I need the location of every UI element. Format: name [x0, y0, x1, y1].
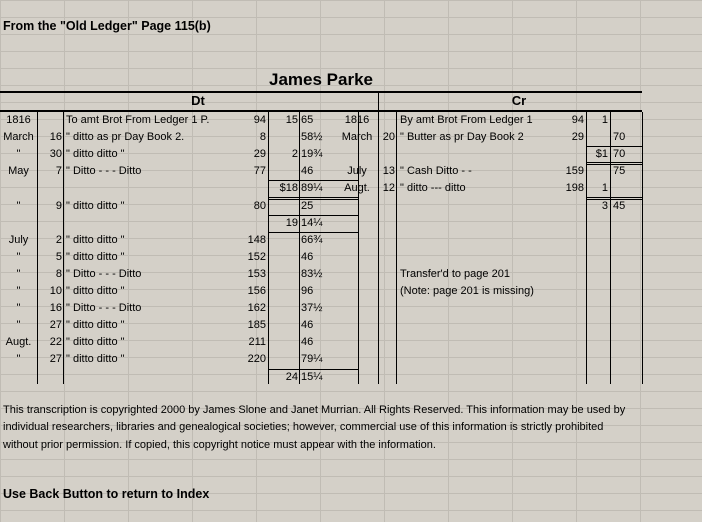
debit-desc-cell: " ditto ditto " [66, 285, 125, 297]
debit-d-cell: 19 [285, 216, 298, 229]
debit-day-cell: 27 [49, 353, 62, 366]
debit-month-cell: Augt. [5, 336, 32, 349]
debit-month-cell: July [8, 233, 29, 246]
debit-page-cell: 156 [247, 285, 266, 297]
credit-subtotal-rule-double-b [586, 164, 642, 165]
debit-day-cell: 7 [55, 165, 62, 178]
source-heading: From the "Old Ledger" Page 115(b) [3, 19, 211, 33]
account-name: James Parke [269, 70, 373, 89]
credit-col-rule-3 [610, 112, 611, 384]
debit-month-cell: May [8, 165, 29, 178]
debit-c-cell: 14¼ [301, 216, 323, 229]
credit-desc-cell: " Cash Ditto - - [400, 165, 472, 178]
credit-d-cell: 3 [601, 199, 608, 212]
credit-month-cell: March [341, 131, 373, 144]
debit-col-rule-4 [358, 112, 359, 384]
credit-page-cell: 94 [571, 114, 584, 126]
debit-month-cell: " [16, 319, 21, 332]
copyright-notice: This transcription is copyrighted 2000 by James Slone and Janet Murrian. All Rights Reserved. This information may be used by individual researchers, libraries and genealogical societies; however, commercial use of this information is strictly prohibited without prior permission. If copied, this copyright notice must appear with the information. [3, 404, 626, 451]
debit-day-cell: 10 [49, 285, 62, 297]
credit-desc-cell: By amt Brot From Ledger 1 [400, 114, 533, 126]
debit-c-cell: 37½ [301, 302, 323, 315]
credit-page-cell: 159 [565, 165, 584, 178]
debit-page-cell: 220 [247, 353, 266, 366]
debit-desc-cell: " ditto ditto " [66, 353, 125, 366]
debit-c-cell: 89¼ [301, 182, 323, 195]
debit-total-rule [268, 369, 358, 370]
credit-c-cell: 70 [613, 148, 626, 161]
debit-day-cell: 2 [55, 233, 62, 246]
debit-header: Dt [191, 93, 205, 108]
credit-page-cell: 29 [571, 131, 584, 144]
credit-day-cell: 12 [382, 182, 395, 195]
credit-col-rule-0 [378, 112, 379, 384]
credit-c-cell: 70 [613, 131, 626, 144]
debit-month-cell: " [16, 267, 21, 280]
header-bottom-border [0, 110, 642, 112]
debit-day-cell: 22 [49, 336, 62, 349]
debit-day-cell: 30 [49, 148, 62, 161]
debit-desc-cell: " Ditto - - - Ditto [66, 165, 142, 178]
debit-subtotal-rule-double-a [268, 197, 358, 198]
credit-col-rule-4 [642, 112, 643, 384]
credit-d-cell: 1 [601, 114, 608, 126]
debit-day-cell: 5 [55, 250, 62, 263]
debit-subtotal-rule [268, 215, 358, 216]
debit-month-cell: 1816 [6, 114, 31, 126]
header-divider [378, 93, 379, 110]
debit-c-cell: 96 [301, 285, 314, 297]
debit-month-cell: " [16, 302, 21, 315]
credit-subtotal-rule-double-a [586, 162, 642, 163]
debit-day-cell: 27 [49, 319, 62, 332]
debit-month-cell: " [16, 148, 21, 161]
credit-c-cell: 45 [613, 199, 626, 212]
credit-page-cell: 198 [565, 182, 584, 195]
debit-page-cell: 94 [253, 114, 266, 126]
back-instruction: Use Back Button to return to Index [3, 487, 210, 501]
debit-desc-cell: " ditto ditto " [66, 250, 125, 263]
debit-c-cell: 66¾ [301, 233, 323, 246]
debit-d-cell: 15 [285, 114, 298, 126]
credit-total-rule-b [586, 199, 642, 200]
debit-subtotal-rule [268, 180, 358, 181]
debit-c-cell: 83½ [301, 267, 323, 280]
debit-c-cell: 15¼ [301, 370, 323, 383]
credit-d-cell: 1 [601, 182, 608, 195]
credit-day-cell: 13 [382, 165, 395, 178]
debit-c-cell: 79¼ [301, 353, 323, 366]
credit-desc-cell: Transfer'd to page 201 [400, 267, 510, 280]
credit-month-cell: Augt. [344, 182, 370, 195]
debit-c-cell: 46 [301, 165, 314, 178]
debit-desc-cell: " ditto ditto " [66, 148, 125, 161]
debit-d-cell: 2 [291, 148, 298, 161]
debit-c-cell: 65 [301, 114, 314, 126]
debit-desc-cell: " ditto ditto " [66, 319, 125, 332]
debit-d-cell: 24 [285, 370, 298, 383]
debit-page-cell: 153 [247, 267, 266, 280]
debit-subtotal-rule [268, 232, 358, 233]
debit-month-cell: March [3, 131, 34, 144]
debit-col-rule-3 [299, 112, 300, 384]
debit-month-cell: " [16, 353, 21, 366]
debit-month-cell: " [16, 199, 21, 212]
debit-col-rule-2 [268, 112, 269, 384]
debit-desc-cell: " Ditto - - - Ditto [66, 267, 142, 280]
table-top-border [0, 91, 642, 93]
debit-page-cell: 77 [253, 165, 266, 178]
debit-c-cell: 46 [301, 250, 314, 263]
debit-month-cell: " [16, 250, 21, 263]
debit-c-cell: 58½ [301, 131, 323, 144]
debit-desc-cell: " ditto ditto " [66, 199, 125, 212]
debit-page-cell: 8 [259, 131, 266, 144]
credit-total-rule-a [586, 197, 642, 198]
debit-d-cell: $18 [279, 182, 298, 195]
debit-day-cell: 16 [49, 131, 62, 144]
credit-desc-cell: " ditto --- ditto [400, 182, 466, 195]
debit-page-cell: 211 [248, 336, 266, 349]
credit-c-cell: 75 [613, 165, 626, 178]
credit-header: Cr [511, 93, 527, 108]
debit-col-rule-1 [63, 112, 64, 384]
debit-desc-cell: " ditto ditto " [66, 336, 125, 349]
debit-desc-cell: " ditto as pr Day Book 2. [66, 131, 185, 144]
debit-page-cell: 152 [247, 250, 266, 263]
credit-day-cell: 20 [382, 131, 395, 144]
credit-col-rule-2 [586, 112, 587, 384]
credit-month-cell: 1816 [344, 114, 370, 126]
debit-page-cell: 185 [247, 319, 266, 332]
debit-page-cell: 29 [253, 148, 266, 161]
debit-c-cell: 19¾ [301, 148, 323, 161]
debit-desc-cell: " ditto ditto " [66, 233, 125, 246]
debit-day-cell: 16 [49, 302, 62, 315]
debit-day-cell: 8 [55, 267, 62, 280]
debit-desc-cell: To amt Brot From Ledger 1 P. [66, 114, 210, 126]
credit-col-rule-1 [396, 112, 397, 384]
credit-d-cell: $1 [595, 148, 608, 161]
credit-subtotal-rule [586, 146, 642, 147]
debit-c-cell: 46 [301, 336, 314, 349]
debit-c-cell: 25 [301, 199, 314, 212]
credit-month-cell: July [347, 165, 367, 178]
debit-page-cell: 148 [247, 233, 266, 246]
debit-c-cell: 46 [301, 319, 314, 332]
credit-desc-cell: (Note: page 201 is missing) [400, 285, 534, 297]
debit-month-cell: " [16, 285, 21, 297]
debit-page-cell: 162 [247, 302, 266, 315]
debit-desc-cell: " Ditto - - - Ditto [66, 302, 142, 315]
debit-subtotal-rule-double-b [268, 199, 358, 200]
debit-day-cell: 9 [55, 199, 62, 212]
debit-page-cell: 80 [253, 199, 266, 212]
credit-desc-cell: " Butter as pr Day Book 2 [400, 131, 524, 144]
